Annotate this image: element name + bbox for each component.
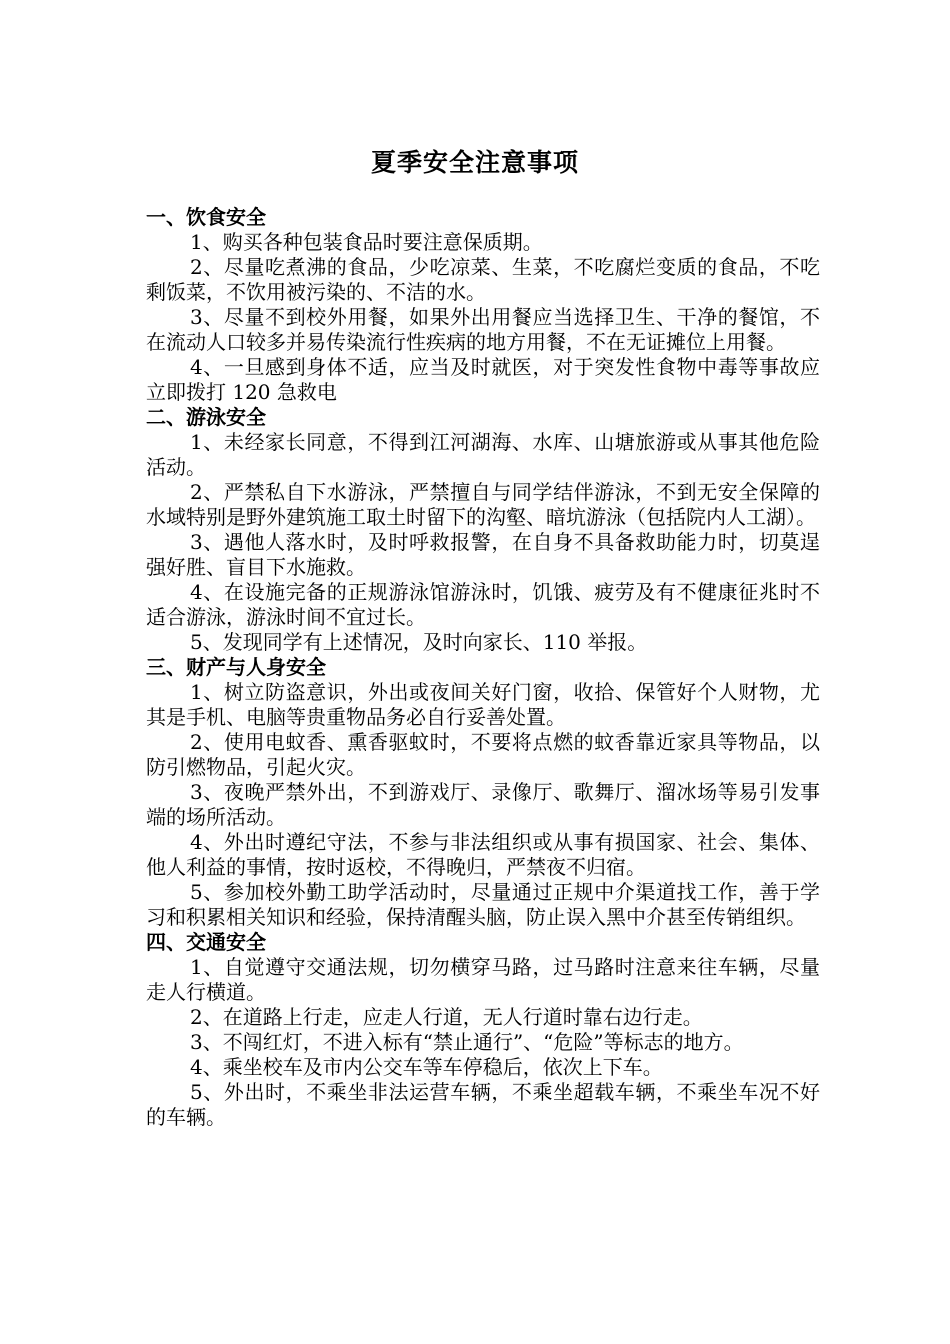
list-item: 1、未经家长同意，不得到江河湖海、水库、山塘旅游或从事其他危险活动。 — [146, 430, 820, 479]
list-item: 4、乘坐校车及市内公交车等车停稳后，依次上下车。 — [190, 1055, 663, 1079]
section-property-personal-safety — [146, 655, 820, 930]
list-item: 4、在设施完备的正规游泳馆游泳时，饥饿、疲劳及有不健康征兆时不适合游泳，游泳时间不宜过长。 — [146, 580, 820, 629]
list-item: 5、发现同学有上述情况，及时向家长、110 举报。 — [190, 630, 648, 654]
list-item: 3、遇他人落水时，及时呼救报警，在自身不具备救助能力时，切莫逞强好胜、盲目下水施救。 — [146, 530, 820, 579]
list-item: 5、外出时，不乘坐非法运营车辆，不乘坐超载车辆，不乘坐车况不好的车辆。 — [146, 1080, 820, 1129]
section-heading: 三、财产与人身安全 — [146, 655, 326, 679]
list-item: 4、外出时遵纪守法，不参与非法组织或从事有损国家、社会、集体、他人利益的事情，按时返校，不得晚归，严禁夜不归宿。 — [146, 830, 820, 879]
list-item: 3、夜晚严禁外出，不到游戏厅、录像厅、歌舞厅、溜冰场等易引发事端的场所活动。 — [146, 780, 820, 829]
list-item: 1、树立防盗意识，外出或夜间关好门窗，收拾、保管好个人财物，尤其是手机、电脑等贵重物品务必自行妥善处置。 — [146, 680, 820, 729]
list-item: 5、参加校外勤工助学活动时，尽量通过正规中介渠道找工作，善于学习和积累相关知识和经验，保持清醒头脑，防止误入黑中介甚至传销组织。 — [146, 880, 820, 929]
list-item: 1、购买各种包装食品时要注意保质期。 — [190, 230, 543, 254]
list-item: 3、不闯红灯，不进入标有“禁止通行”、“危险”等标志的地方。 — [190, 1030, 744, 1054]
list-item: 1、自觉遵守交通法规，切勿横穿马路，过马路时注意来往车辆，尽量走人行横道。 — [146, 955, 820, 1004]
list-item: 2、严禁私自下水游泳，严禁擅自与同学结伴游泳，不到无安全保障的水域特别是野外建筑施工取土时留下的沟壑、暗坑游泳（包括院内人工湖）。 — [146, 480, 820, 529]
section-heading: 四、交通安全 — [146, 930, 266, 954]
section-heading: 一、饮食安全 — [146, 205, 266, 229]
list-item: 4、一旦感到身体不适，应当及时就医，对于突发性食物中毒等事故应立即拨打 120 急救电 — [146, 355, 820, 404]
list-item: 2、在道路上行走，应走人行道，无人行道时靠右边行走。 — [190, 1005, 703, 1029]
list-item: 3、尽量不到校外用餐，如果外出用餐应当选择卫生、干净的餐馆，不在流动人口较多并易传染流行性疾病的地方用餐，不在无证摊位上用餐。 — [146, 305, 820, 354]
section-heading: 二、游泳安全 — [146, 405, 266, 429]
document-body — [146, 205, 820, 1130]
section-swimming-safety — [146, 405, 820, 655]
section-traffic-safety — [146, 930, 820, 1130]
document-title: 夏季安全注意事项 — [370, 148, 579, 177]
list-item: 2、尽量吃煮沸的食品，少吃凉菜、生菜，不吃腐烂变质的食品，不吃剩饭菜，不饮用被污染的、不洁的水。 — [146, 255, 820, 304]
list-item: 2、使用电蚊香、熏香驱蚊时，不要将点燃的蚊香靠近家具等物品，以防引燃物品，引起火灾。 — [146, 730, 820, 779]
section-food-safety — [146, 205, 820, 405]
